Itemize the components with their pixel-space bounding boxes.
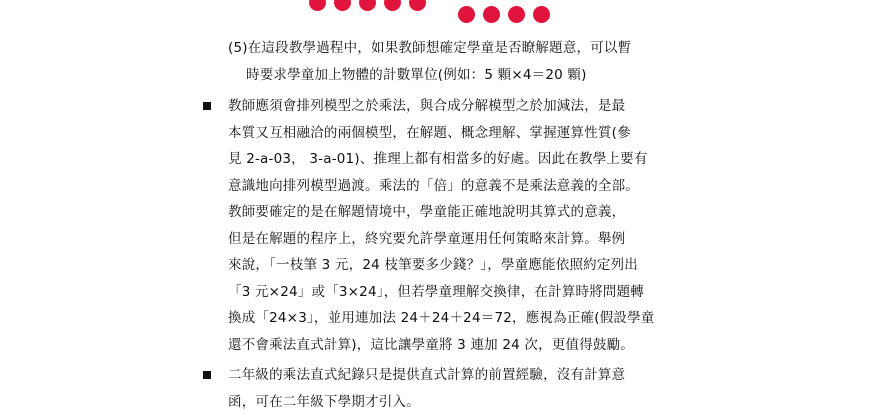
paragraph-line: 教師要確定的是在解題情境中，學童能正確地說明其算式的意義， <box>228 204 626 220</box>
bullet-square <box>203 371 211 379</box>
paragraph-line: 見 2-a-03， 3-a-01)、推理上都有相當多的好處。因此在教學上要有 <box>228 151 648 167</box>
paragraph-line: 換成「24×3」，並用連加法 24＋24＋24＝72，應視為正確(假設學童 <box>228 310 655 326</box>
paragraph-line: 還不會乘法直式計算)，這比讓學童將 3 連加 24 次，更值得鼓勵。 <box>228 336 634 353</box>
decorative-dot <box>309 0 326 11</box>
bullet-paragraph-2 <box>228 362 668 415</box>
decorative-dot <box>384 0 401 11</box>
paragraph-line: (5)在這段教學過程中，如果教師想確定學童是否瞭解題意，可以暫 <box>228 40 632 56</box>
bullet-square <box>203 102 211 110</box>
paragraph-line: 時要求學童加上物體的計數單位(例如：5 顆×4＝20 顆) <box>246 66 587 83</box>
paragraph-line: 二年級的乘法直式紀錄只是提供直式計算的前置經驗，沒有計算意 <box>228 367 626 383</box>
bullet-paragraph-1 <box>228 93 668 358</box>
paragraph-line: 本質又互相融洽的兩個模型，在解題、概念理解、掌握運算性質(參 <box>228 124 631 141</box>
decorative-dot <box>409 0 426 11</box>
decorative-dot <box>458 6 475 23</box>
paragraph-line: 教師應須會排列模型之於乘法，與合成分解模型之於加減法，是最 <box>228 98 626 114</box>
item-5-paragraph <box>228 35 668 88</box>
decorative-dot <box>359 0 376 11</box>
paragraph-line: 來說，「一枝筆 3 元，24 枝筆要多少錢？」，學童應能依照約定列出 <box>228 257 638 273</box>
paragraph-line: 「3 元×24」或「3×24」，但若學童理解交換律，在計算時將問題轉 <box>228 283 644 300</box>
paragraph-line: 意識地向排列模型過渡。乘法的「倍」的意義不是乘法意義的全部。 <box>228 177 639 194</box>
decorative-dot <box>508 6 525 23</box>
paragraph-line: 但是在解題的程序上，終究要允許學童運用任何策略來計算。舉例 <box>228 230 626 247</box>
decorative-dot <box>334 0 351 11</box>
decorative-dots <box>0 0 871 30</box>
decorative-dot <box>483 6 500 23</box>
decorative-dot <box>533 6 550 23</box>
paragraph-line: 函，可在二年級下學期才引入。 <box>228 393 420 410</box>
